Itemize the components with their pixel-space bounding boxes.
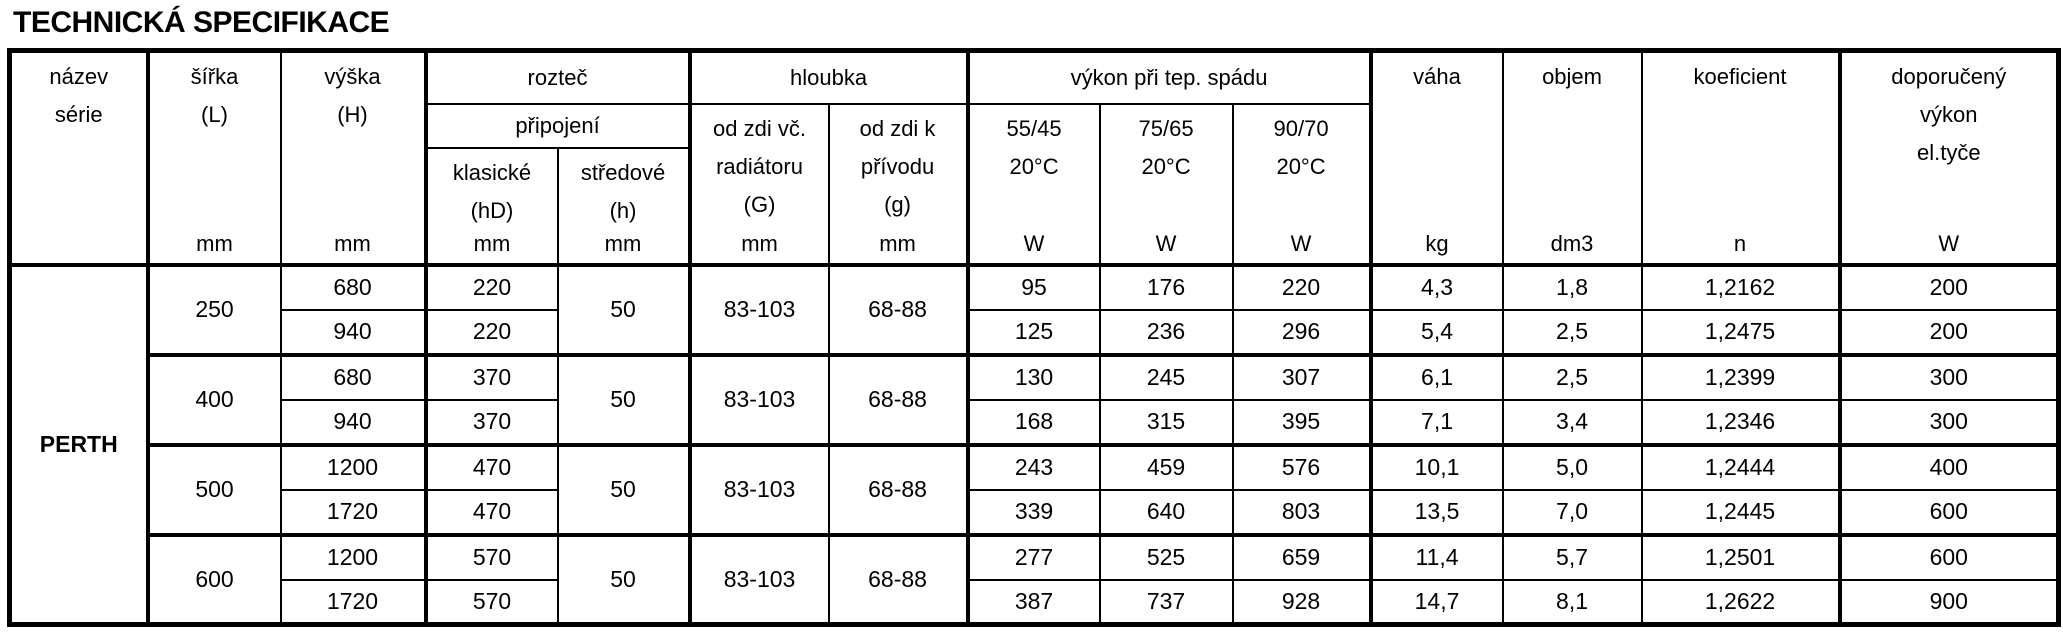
unit-label: dm3 [1550,230,1594,256]
cell-vykon-9070: 928 [1233,580,1371,625]
header-label-line: 90/70 [1273,115,1329,141]
header-label-line: 20°C [1141,153,1191,179]
unit-label: W [1155,230,1177,256]
unit-label: W [1290,230,1312,256]
col-header-spad-9070 [1233,104,1371,265]
cell-objem: 8,1 [1503,580,1642,625]
cell-objem: 2,5 [1503,355,1642,400]
header-label-line: 55/45 [1006,115,1062,141]
header-label-line: klasické [452,159,532,185]
cell-vaha: 7,1 [1371,400,1503,445]
cell-vaha: 11,4 [1371,535,1503,580]
cell-objem: 2,5 [1503,310,1642,355]
header-label-line: série [54,102,103,127]
cell-vaha: 5,4 [1371,310,1503,355]
cell-od-zdi-k: 68-88 [829,535,968,625]
cell-vaha: 10,1 [1371,445,1503,490]
cell-vykon-7565: 525 [1100,535,1233,580]
cell-doporuceny: 200 [1840,265,2059,310]
cell-vykon-5545: 168 [968,400,1100,445]
header-row-groups [10,51,2059,104]
unit-label: mm [334,230,371,256]
cell-klasicke: 370 [426,355,558,400]
col-header-nazev-serie [10,51,148,265]
cell-vyska: 940 [281,400,426,445]
cell-doporuceny: 900 [1840,580,2059,625]
technical-spec-table [7,48,2061,627]
col-header-stredove [558,148,690,265]
cell-doporuceny: 200 [1840,310,2059,355]
cell-vykon-5545: 125 [968,310,1100,355]
cell-od-zdi-k: 68-88 [829,265,968,355]
table-row [10,535,2059,580]
header-label-line: (L) [201,102,228,127]
header-label-line: doporučený [1891,64,2007,89]
header-label-line: (hD) [470,197,514,223]
cell-doporuceny: 300 [1840,355,2059,400]
cell-doporuceny: 600 [1840,490,2059,535]
cell-vyska: 940 [281,310,426,355]
cell-doporuceny: 300 [1840,400,2059,445]
cell-klasicke: 470 [426,490,558,535]
sub-header-pripojeni: připojení [426,104,690,148]
cell-klasicke: 220 [426,310,558,355]
cell-vyska: 680 [281,355,426,400]
table-row [10,265,2059,310]
col-header-spad-5545 [968,104,1100,265]
header-label-line: středové [580,159,666,185]
table-row [10,355,2059,400]
cell-vaha: 14,7 [1371,580,1503,625]
cell-vykon-5545: 243 [968,445,1100,490]
col-header-od-zdi-k-privodu [829,104,968,265]
cell-objem: 3,4 [1503,400,1642,445]
header-label-line: 20°C [1009,153,1059,179]
header-label-line: (h) [609,197,637,223]
cell-vyska: 1720 [281,580,426,625]
unit-label: mm [741,230,778,256]
cell-vykon-9070: 395 [1233,400,1371,445]
cell-koeficient: 1,2162 [1642,265,1840,310]
cell-koeficient: 1,2444 [1642,445,1840,490]
table-row [10,400,2059,445]
cell-klasicke: 220 [426,265,558,310]
header-label-line: objem [1542,64,1602,89]
cell-vyska: 1720 [281,490,426,535]
header-label-line: přívodu [860,153,935,179]
cell-vykon-9070: 659 [1233,535,1371,580]
header-label-line: radiátoru [716,153,803,179]
col-header-vyska [281,51,426,265]
col-header-sirka [148,51,281,265]
cell-vykon-7565: 245 [1100,355,1233,400]
cell-sirka: 500 [148,445,281,535]
header-label-line: název [49,64,109,89]
cell-vykon-9070: 307 [1233,355,1371,400]
col-header-koeficient [1642,51,1840,265]
cell-koeficient: 1,2445 [1642,490,1840,535]
col-header-klasicke [426,148,558,265]
cell-vykon-5545: 277 [968,535,1100,580]
header-label-line: 75/65 [1138,115,1194,141]
cell-klasicke: 470 [426,445,558,490]
cell-sirka: 600 [148,535,281,625]
group-header-hloubka: hloubka [690,51,968,104]
cell-od-zdi-vc: 83-103 [690,355,829,445]
cell-od-zdi-vc: 83-103 [690,445,829,535]
cell-vykon-9070: 803 [1233,490,1371,535]
header-label-line: výkon [1920,102,1978,127]
cell-vyska: 1200 [281,535,426,580]
cell-vykon-7565: 176 [1100,265,1233,310]
cell-vykon-9070: 296 [1233,310,1371,355]
header-label-line: koeficient [1693,64,1787,89]
cell-vykon-7565: 236 [1100,310,1233,355]
cell-vykon-9070: 576 [1233,445,1371,490]
cell-vyska: 1200 [281,445,426,490]
cell-od-zdi-k: 68-88 [829,355,968,445]
table-row [10,490,2059,535]
header-label-line: (G) [743,191,776,217]
table-row [10,580,2059,625]
col-header-doporuceny-vykon [1840,51,2059,265]
cell-vykon-5545: 95 [968,265,1100,310]
cell-stredove: 50 [558,535,690,625]
cell-klasicke: 570 [426,580,558,625]
cell-vykon-5545: 130 [968,355,1100,400]
cell-koeficient: 1,2399 [1642,355,1840,400]
group-header-vykon: výkon při tep. spádu [968,51,1371,104]
unit-label: mm [604,230,642,256]
cell-vyska: 680 [281,265,426,310]
group-header-roztec: rozteč [426,51,690,104]
cell-klasicke: 370 [426,400,558,445]
cell-vaha: 13,5 [1371,490,1503,535]
header-label-line: el.tyče [1916,140,1981,165]
cell-koeficient: 1,2346 [1642,400,1840,445]
cell-vykon-7565: 315 [1100,400,1233,445]
unit-label: kg [1425,230,1449,256]
col-header-spad-7565 [1100,104,1233,265]
cell-stredove: 50 [558,355,690,445]
cell-vykon-7565: 459 [1100,445,1233,490]
unit-label: W [1938,230,1960,256]
cell-koeficient: 1,2475 [1642,310,1840,355]
cell-vykon-7565: 737 [1100,580,1233,625]
cell-klasicke: 570 [426,535,558,580]
header-label-line: výška [324,64,381,89]
unit-label: mm [473,230,511,256]
cell-koeficient: 1,2622 [1642,580,1840,625]
cell-objem: 1,8 [1503,265,1642,310]
cell-objem: 5,0 [1503,445,1642,490]
cell-objem: 5,7 [1503,535,1642,580]
header-label-line: váha [1413,64,1461,89]
header-label-line: 20°C [1276,153,1326,179]
table-row [10,445,2059,490]
cell-sirka: 250 [148,265,281,355]
cell-vaha: 4,3 [1371,265,1503,310]
cell-stredove: 50 [558,445,690,535]
series-name-cell: PERTH [10,265,148,625]
header-label-line: šířka [190,64,239,89]
col-header-od-zdi-vc-radiatoru [690,104,829,265]
cell-od-zdi-vc: 83-103 [690,535,829,625]
cell-od-zdi-vc: 83-103 [690,265,829,355]
cell-vykon-5545: 387 [968,580,1100,625]
header-label-line: od zdi vč. [713,115,806,141]
cell-doporuceny: 400 [1840,445,2059,490]
col-header-vaha [1371,51,1503,265]
cell-vykon-9070: 220 [1233,265,1371,310]
unit-label: n [1733,230,1747,256]
cell-vaha: 6,1 [1371,355,1503,400]
cell-stredove: 50 [558,265,690,355]
cell-koeficient: 1,2501 [1642,535,1840,580]
unit-label: W [1023,230,1045,256]
header-label-line: (g) [884,191,911,217]
page-title: TECHNICKÁ SPECIFIKACE [13,6,390,39]
cell-vykon-7565: 640 [1100,490,1233,535]
header-label-line: (H) [337,102,368,127]
table-row [10,310,2059,355]
cell-objem: 7,0 [1503,490,1642,535]
unit-label: mm [196,230,233,256]
cell-vykon-5545: 339 [968,490,1100,535]
cell-doporuceny: 600 [1840,535,2059,580]
col-header-objem [1503,51,1642,265]
cell-sirka: 400 [148,355,281,445]
unit-label: mm [879,230,916,256]
cell-od-zdi-k: 68-88 [829,445,968,535]
header-label-line: od zdi k [859,115,936,141]
